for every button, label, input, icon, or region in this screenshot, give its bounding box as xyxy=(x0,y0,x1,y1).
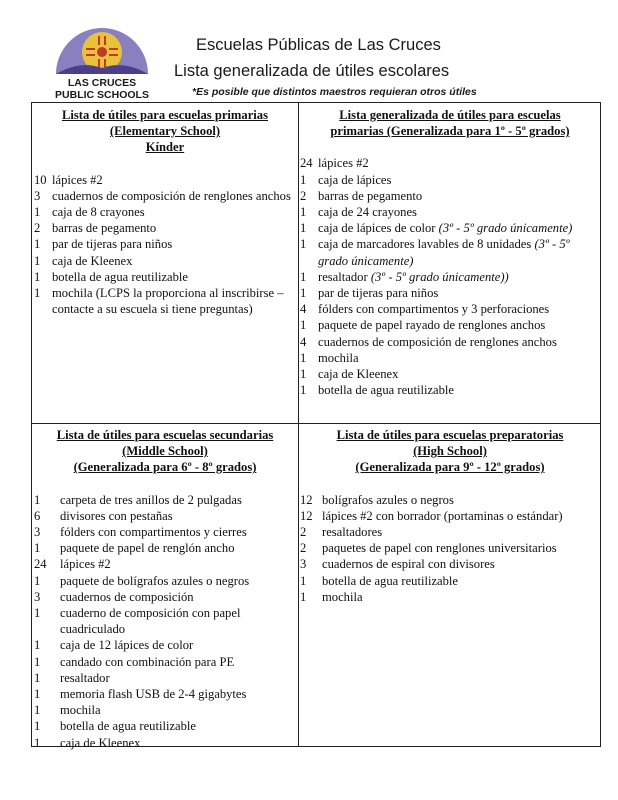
item-qty: 1 xyxy=(34,573,41,588)
item-text: caja de 12 lápices de color xyxy=(60,638,194,653)
middle-title-line1: Lista de útiles para escuelas secundarias xyxy=(56,428,274,442)
list-item xyxy=(300,556,600,572)
item-qty: 1 xyxy=(34,286,41,301)
list-item xyxy=(34,236,296,252)
list-item xyxy=(300,155,600,171)
list-item xyxy=(300,492,600,508)
list-item xyxy=(34,654,296,670)
item-text: mochila xyxy=(318,350,359,365)
list-item xyxy=(300,301,600,317)
lcps-logo xyxy=(50,16,154,104)
item-text: fólders con compartimentos y cierres xyxy=(60,525,247,540)
item-qty: 1 xyxy=(34,703,41,718)
list-item xyxy=(300,269,600,285)
item-text: paquetes de papel con renglones universitarios xyxy=(322,541,557,556)
item-qty: 1 xyxy=(34,606,41,621)
item-text: lápices #2 xyxy=(60,557,111,572)
item-qty: 12 xyxy=(300,492,313,507)
row-divider xyxy=(32,423,600,424)
item-qty: 4 xyxy=(300,334,307,349)
list-item xyxy=(300,573,600,589)
item-qty: 1 xyxy=(300,205,307,220)
list-item xyxy=(34,686,296,702)
high-list xyxy=(300,492,600,605)
list-item xyxy=(34,718,296,734)
list-item xyxy=(300,508,600,524)
item-note: (3º - 5º grado únicamente)) xyxy=(370,269,509,284)
primary-title-line2: primarias (Generalizada para 1º - 5º grados) xyxy=(330,124,570,139)
list-item xyxy=(34,188,296,204)
item-text: candado con combinación para PE xyxy=(60,654,235,669)
high-title-line2: (High School) xyxy=(413,444,487,459)
item-text: resaltadores xyxy=(322,525,383,540)
item-qty: 1 xyxy=(300,318,307,333)
item-qty: 1 xyxy=(34,654,41,669)
logo-text-line1: LAS CRUCES xyxy=(67,77,137,89)
item-text: caja de Kleenex xyxy=(318,367,399,382)
list-item xyxy=(300,220,600,236)
list-item xyxy=(300,188,600,204)
column-divider xyxy=(298,103,299,746)
item-text: paquete de bolígrafos azules o negros xyxy=(60,573,250,588)
item-text: caja de lápices de color xyxy=(318,221,436,236)
item-qty: 1 xyxy=(34,541,41,556)
supply-table xyxy=(31,102,601,750)
item-text: botella de agua reutilizable xyxy=(318,383,455,398)
item-qty: 1 xyxy=(300,589,307,604)
item-text: bolígrafos azules o negros xyxy=(322,492,454,507)
list-item xyxy=(34,285,296,317)
item-text: barras de pegamento xyxy=(318,188,423,203)
item-qty: 6 xyxy=(34,508,41,523)
item-text: lápices #2 con borrador (portaminas o estándar) xyxy=(322,508,563,523)
item-qty: 3 xyxy=(34,525,41,540)
item-qty: 1 xyxy=(34,492,41,507)
list-item xyxy=(34,492,296,508)
kinder-title-line3: Kínder xyxy=(145,140,185,155)
item-text: botella de agua reutilizable xyxy=(322,573,459,588)
item-qty: 1 xyxy=(300,269,307,284)
list-item xyxy=(34,637,296,653)
list-item xyxy=(34,508,296,524)
item-text: par de tijeras para niños xyxy=(318,286,439,301)
item-text: lápices #2 xyxy=(52,172,103,187)
item-text: cuadernos de composición de renglones anchos xyxy=(318,334,557,349)
middle-title-line2: (Middle School) xyxy=(122,444,208,459)
item-qty: 24 xyxy=(300,156,313,171)
item-text: mochila xyxy=(60,703,101,718)
item-qty: 1 xyxy=(34,205,41,220)
item-text: caja de 24 crayones xyxy=(318,205,417,220)
item-text: lápices #2 xyxy=(318,156,369,171)
list-item xyxy=(34,204,296,220)
list-item xyxy=(34,735,296,751)
middle-list xyxy=(34,492,296,751)
item-text: cuadernos de composición xyxy=(60,589,194,604)
list-item xyxy=(300,540,600,556)
item-qty: 1 xyxy=(300,383,307,398)
item-text: paquete de papel rayado de renglones anchos xyxy=(318,318,546,333)
item-qty: 2 xyxy=(300,525,307,540)
primary-title-line1: Lista generalizada de útiles para escuelas xyxy=(339,108,561,122)
item-text: cuaderno de composición con papel cuadriculado xyxy=(60,606,241,637)
item-qty: 1 xyxy=(34,237,41,252)
item-text: fólders con compartimentos y 3 perforaciones xyxy=(318,302,550,317)
item-qty: 1 xyxy=(300,286,307,301)
high-title-line1: Lista de útiles para escuelas preparatorias xyxy=(336,428,564,442)
page-subtitle: Lista generalizada de útiles escolares xyxy=(174,62,450,80)
kinder-title-line2: (Elementary School) xyxy=(109,124,221,139)
list-item xyxy=(34,702,296,718)
list-item xyxy=(300,366,600,382)
item-qty: 1 xyxy=(300,573,307,588)
item-qty: 2 xyxy=(300,541,307,556)
item-qty: 1 xyxy=(34,253,41,268)
list-item xyxy=(34,670,296,686)
list-item xyxy=(34,573,296,589)
logo-text-line2: PUBLIC SCHOOLS xyxy=(55,89,149,101)
item-qty: 1 xyxy=(34,735,41,750)
high-title-line3: (Generalizada para 9º - 12º grados) xyxy=(355,460,545,475)
item-qty: 1 xyxy=(34,638,41,653)
list-item xyxy=(300,382,600,398)
list-item xyxy=(34,540,296,556)
kinder-title-line1: Lista de útiles para escuelas primarias xyxy=(61,108,269,122)
item-text: caja de marcadores lavables de 8 unidades xyxy=(318,237,532,252)
item-text: carpeta de tres anillos de 2 pulgadas xyxy=(60,492,242,507)
item-text: resaltador xyxy=(318,269,368,284)
item-text: caja de Kleenex xyxy=(60,735,141,750)
item-qty: 1 xyxy=(300,172,307,187)
item-qty: 4 xyxy=(300,302,307,317)
item-qty: 12 xyxy=(300,508,313,523)
item-qty: 1 xyxy=(34,670,41,685)
item-qty: 2 xyxy=(34,221,41,236)
item-note: (3º - 5º grado únicamente) xyxy=(438,221,573,236)
item-text: caja de 8 crayones xyxy=(52,205,145,220)
item-qty: 3 xyxy=(34,188,41,203)
list-item xyxy=(34,253,296,269)
list-item xyxy=(300,589,600,605)
list-item xyxy=(300,350,600,366)
item-qty: 3 xyxy=(300,557,307,572)
item-qty: 1 xyxy=(34,719,41,734)
list-item xyxy=(34,605,296,637)
item-text: mochila xyxy=(322,589,363,604)
page-title: Escuelas Públicas de Las Cruces xyxy=(196,36,441,54)
item-qty: 1 xyxy=(300,367,307,382)
list-item xyxy=(300,204,600,220)
kinder-list xyxy=(34,172,296,318)
item-qty: 1 xyxy=(300,237,307,252)
list-item xyxy=(300,172,600,188)
list-item xyxy=(300,285,600,301)
item-text: caja de lápices xyxy=(318,172,392,187)
item-text: botella de agua reutilizable xyxy=(52,269,189,284)
list-item xyxy=(34,220,296,236)
kinder-cell xyxy=(34,107,296,317)
item-qty: 10 xyxy=(34,172,47,187)
list-item xyxy=(300,317,600,333)
middle-cell xyxy=(34,427,296,751)
item-qty: 2 xyxy=(300,188,307,203)
item-text: cuadernos de espiral con divisores xyxy=(322,557,495,572)
item-text: botella de agua reutilizable xyxy=(60,719,197,734)
item-text: paquete de papel de renglón ancho xyxy=(60,541,235,556)
item-note: (3º - 5º grado únicamente) xyxy=(318,237,570,268)
item-text: divisores con pestañas xyxy=(60,508,173,523)
high-cell xyxy=(300,427,600,605)
primary-list xyxy=(300,155,600,398)
item-text: mochila (LCPS la proporciona al inscribirse – contacte a su escuela si tiene preguntas) xyxy=(52,286,284,317)
item-qty: 3 xyxy=(34,589,41,604)
item-qty: 24 xyxy=(34,557,47,572)
list-item xyxy=(300,236,600,268)
item-qty: 1 xyxy=(34,687,41,702)
list-item xyxy=(300,334,600,350)
list-item xyxy=(34,556,296,572)
list-item xyxy=(300,524,600,540)
header-note: *Es posible que distintos maestros requieran otros útiles xyxy=(192,86,477,98)
item-text: cuadernos de composición de renglones anchos xyxy=(52,188,291,203)
item-text: par de tijeras para niños xyxy=(52,237,173,252)
item-text: caja de Kleenex xyxy=(52,253,133,268)
item-text: memoria flash USB de 2-4 gigabytes xyxy=(60,687,247,702)
list-item xyxy=(34,172,296,188)
item-qty: 1 xyxy=(34,269,41,284)
primary-cell xyxy=(300,107,600,398)
item-qty: 1 xyxy=(300,350,307,365)
item-text: barras de pegamento xyxy=(52,221,157,236)
list-item xyxy=(34,524,296,540)
item-qty: 1 xyxy=(300,221,307,236)
item-text: resaltador xyxy=(60,670,110,685)
middle-title-line3: (Generalizada para 6º - 8º grados) xyxy=(73,460,257,475)
list-item xyxy=(34,589,296,605)
list-item xyxy=(34,269,296,285)
